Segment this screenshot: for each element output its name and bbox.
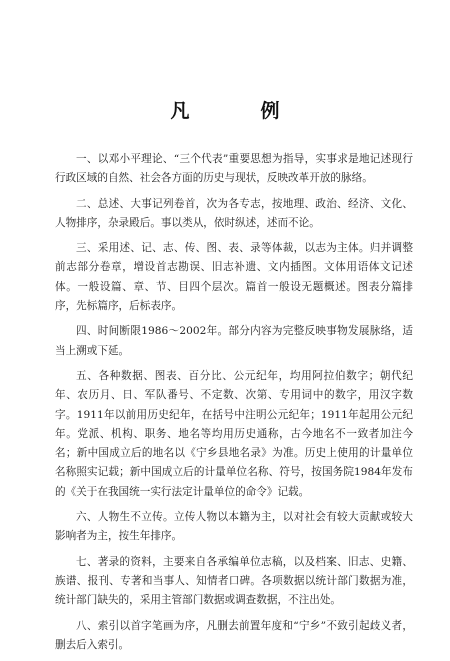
guideline-paragraph-6: 六、人物生不立传。立传人物以本籍为主，以对社会有较大贡献或较大影响者为主，按生年排序。 bbox=[55, 511, 413, 543]
guidelines-body bbox=[55, 150, 413, 661]
page-title: 凡 例 bbox=[170, 100, 306, 122]
guideline-paragraph-3: 三、采用述、记、志、传、图、表、录等体裁，以志为主体。归并调整前志部分卷章，增设首志勘误、旧志补遗、文内插图。文体用语体文记述体。一般设篇、章、节、目四个层次。篇首一般设无题概述。图表分篇排序，先标篇序，后标表序。 bbox=[55, 242, 413, 313]
guideline-paragraph-8: 八、索引以首字笔画为序，凡删去前置年度和“宁乡”不致引起歧义者，删去后入索引。 bbox=[55, 619, 413, 651]
guideline-paragraph-5: 五、各种数据、图表、百分比、公元纪年，均用阿拉伯数字；朝代纪年、农历月、日、军队番号、不定数、次第、专用词中的数字，用汉字数字。1911年以前用历史纪年，在括号中注明公元纪年；1911年起用公元纪年。党派、机构、职务、地名等均用历史通称，古今地名不一致者加注今名；新中国成立后的地名以《宁乡县地名录》为准。历史上使用的计量单位名称照实记载；新中国成立后的计量单位名称、符号，按国务院1984年发布的《关于在我国统一实行法定计量单位的命令》记载。 bbox=[55, 369, 413, 498]
guideline-paragraph-2: 二、总述、大事记列卷首，次为各专志，按地理、政治、经济、文化、人物排序，杂录殿后。事以类从，依时纵述，述而不论。 bbox=[55, 197, 413, 229]
guideline-paragraph-4: 四、时间断限1986～2002年。部分内容为完整反映事物发展脉络，适当上溯或下延。 bbox=[55, 325, 413, 357]
guideline-paragraph-1: 一、以邓小平理论、“三个代表”重要思想为指导，实事求是地记述现行行政区域的自然、社会各方面的历史与现状，反映改革开放的脉络。 bbox=[55, 153, 413, 185]
guideline-paragraph-7: 七、著录的资料，主要来自各承编单位志稿，以及档案、旧志、史籍、族谱、报刊、专著和当事人、知情者口碑。各项数据以统计部门数据为准，统计部门缺失的，采用主管部门数据或调查数据，不注出处。 bbox=[55, 555, 413, 607]
